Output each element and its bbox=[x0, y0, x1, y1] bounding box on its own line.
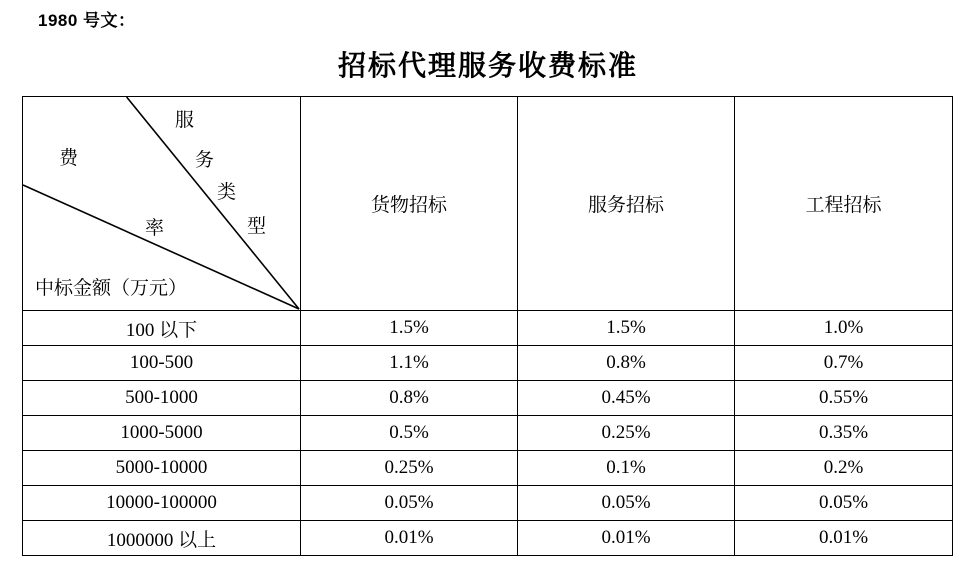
cell-project-rate: 0.05% bbox=[735, 486, 953, 521]
row-label: 5000-10000 bbox=[23, 451, 301, 486]
table-row bbox=[23, 311, 953, 346]
table-row bbox=[23, 346, 953, 381]
cell-project-rate: 0.7% bbox=[735, 346, 953, 381]
cell-goods-rate: 1.5% bbox=[301, 311, 518, 346]
cell-service-rate: 0.45% bbox=[518, 381, 735, 416]
table-row bbox=[23, 381, 953, 416]
header-axis-rate: 率 bbox=[145, 218, 165, 239]
row-label: 100 以下 bbox=[23, 311, 301, 346]
row-label: 1000-5000 bbox=[23, 416, 301, 451]
header-axis-service-2: 务 bbox=[195, 150, 215, 171]
cell-project-rate: 1.0% bbox=[735, 311, 953, 346]
table-row bbox=[23, 416, 953, 451]
cell-service-rate: 0.8% bbox=[518, 346, 735, 381]
cell-project-rate: 0.2% bbox=[735, 451, 953, 486]
column-header-project: 工程招标 bbox=[735, 97, 953, 311]
table-header-row bbox=[23, 97, 953, 311]
header-axis-fee: 费 bbox=[59, 148, 79, 169]
table-row bbox=[23, 521, 953, 556]
header-row-axis-title: 中标金额（万元） bbox=[35, 278, 188, 299]
cell-project-rate: 0.55% bbox=[735, 381, 953, 416]
column-header-goods: 货物招标 bbox=[301, 97, 518, 311]
row-label: 500-1000 bbox=[23, 381, 301, 416]
cell-goods-rate: 0.8% bbox=[301, 381, 518, 416]
cell-service-rate: 0.01% bbox=[518, 521, 735, 556]
cell-goods-rate: 1.1% bbox=[301, 346, 518, 381]
cell-goods-rate: 0.5% bbox=[301, 416, 518, 451]
cell-service-rate: 1.5% bbox=[518, 311, 735, 346]
header-axis-type-1: 类 bbox=[217, 182, 237, 203]
cell-project-rate: 0.35% bbox=[735, 416, 953, 451]
cell-goods-rate: 0.25% bbox=[301, 451, 518, 486]
table-row bbox=[23, 486, 953, 521]
header-axis-service-1: 服 bbox=[175, 110, 195, 131]
cell-goods-rate: 0.01% bbox=[301, 521, 518, 556]
document-reference-note: 1980 号文： bbox=[38, 11, 136, 30]
header-diagonal-cell bbox=[23, 97, 301, 311]
cell-service-rate: 0.05% bbox=[518, 486, 735, 521]
row-label: 10000-100000 bbox=[23, 486, 301, 521]
cell-goods-rate: 0.05% bbox=[301, 486, 518, 521]
table-row bbox=[23, 451, 953, 486]
fee-standard-table bbox=[22, 96, 953, 556]
header-axis-type-2: 型 bbox=[247, 216, 267, 237]
row-label: 100-500 bbox=[23, 346, 301, 381]
cell-service-rate: 0.1% bbox=[518, 451, 735, 486]
cell-project-rate: 0.01% bbox=[735, 521, 953, 556]
page-title: 招标代理服务收费标准 bbox=[337, 51, 638, 82]
row-label: 1000000 以上 bbox=[23, 521, 301, 556]
cell-service-rate: 0.25% bbox=[518, 416, 735, 451]
fee-standard-table-container bbox=[22, 96, 952, 556]
column-header-service: 服务招标 bbox=[518, 97, 735, 311]
